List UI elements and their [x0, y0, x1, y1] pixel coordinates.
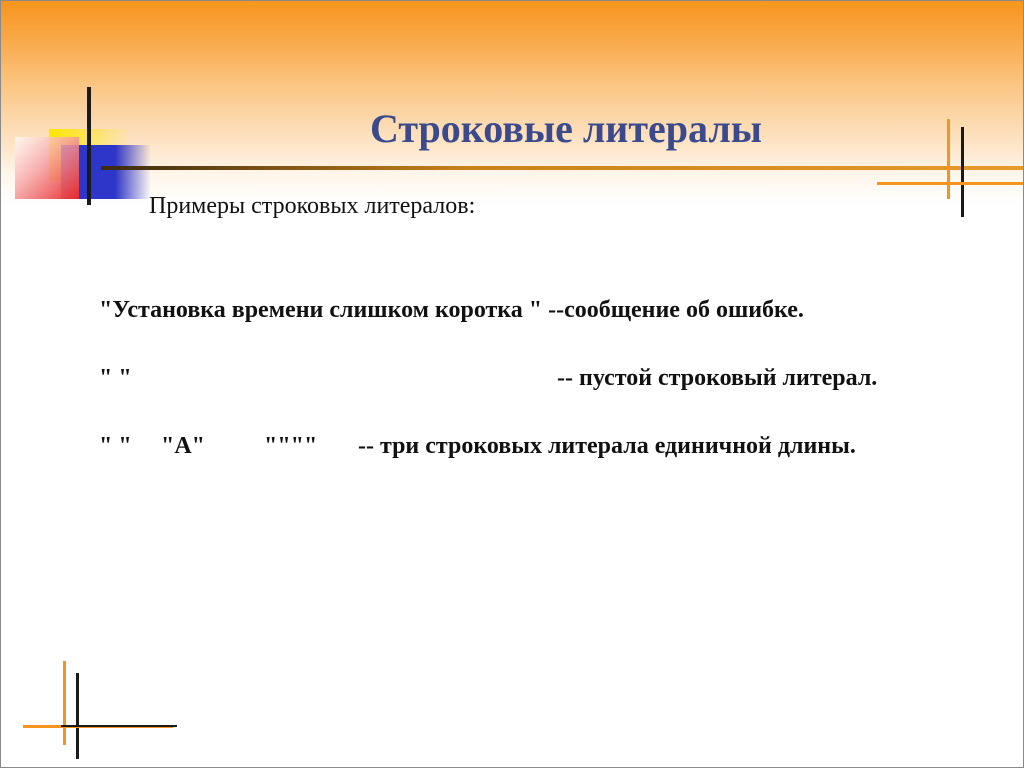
example-3-literal-3: """" — [264, 433, 318, 459]
slide-subtitle: Примеры строковых литералов: — [149, 193, 476, 219]
example-3-literal-2: "A" — [161, 433, 205, 459]
bottom-left-vertical-line-2 — [76, 673, 79, 759]
example-2-literal: " " — [99, 365, 132, 391]
example-1-line — [99, 297, 804, 324]
bottom-left-horizontal-line-2 — [61, 725, 177, 727]
slide-title: Строковые литералы — [369, 106, 762, 151]
top-right-horizontal-line — [877, 182, 1023, 185]
example-3-comment: -- три строковых литерала единичной длины. — [358, 433, 856, 459]
example-2-comment: -- пустой строковый литерал. — [557, 365, 878, 391]
example-3-literal-1: " " — [99, 433, 132, 459]
example-1-text: "Установка времени слишком коротка " --сообщение об ошибке. — [99, 297, 804, 323]
bottom-left-vertical-line-1 — [63, 661, 66, 745]
title-underline — [101, 166, 1023, 170]
